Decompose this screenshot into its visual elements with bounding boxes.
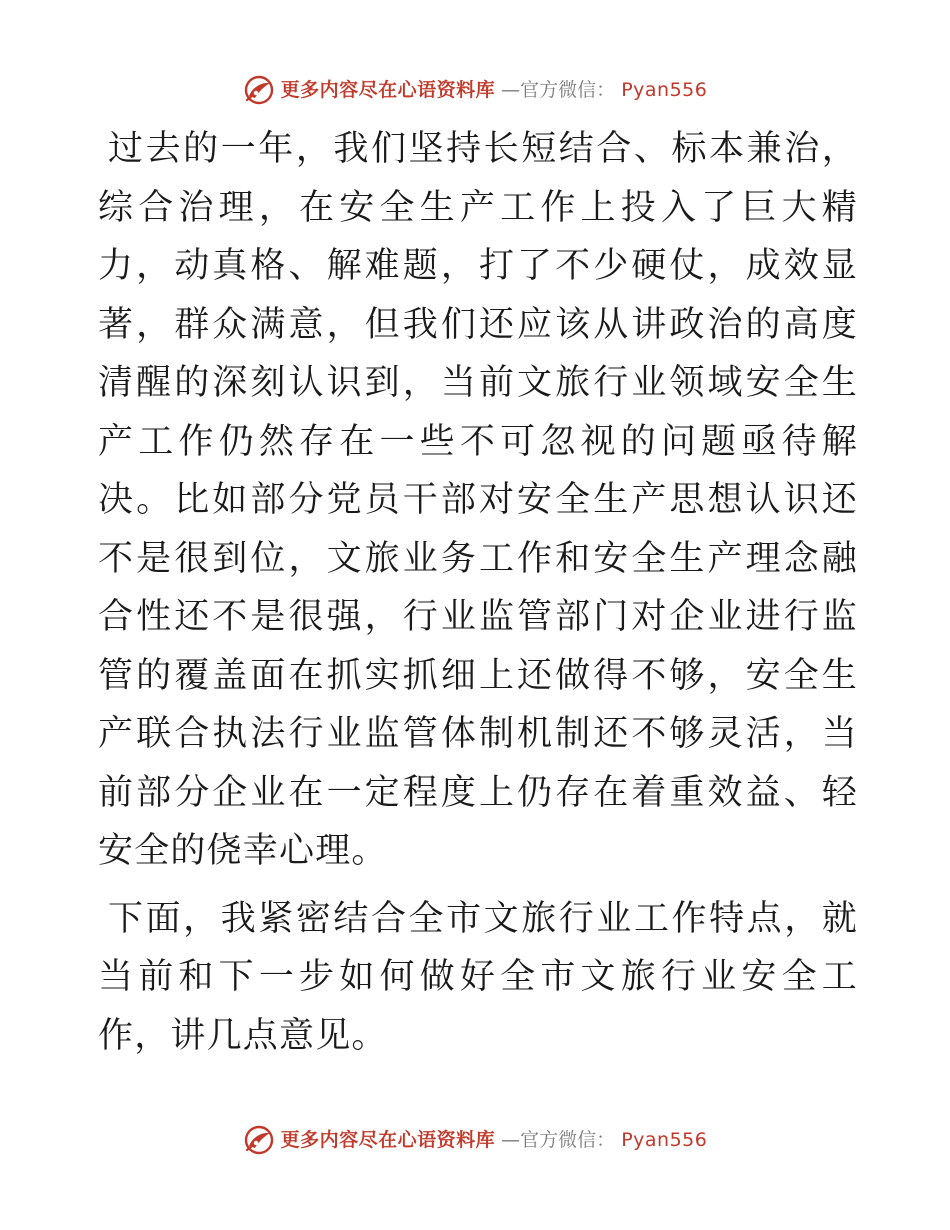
watermark-wechat-label: —官方微信：	[501, 78, 616, 101]
document-body	[98, 120, 858, 1065]
header-watermark	[0, 70, 950, 110]
footer-watermark	[0, 1120, 950, 1160]
watermark-site-name: 更多内容尽在心语资料库	[280, 78, 496, 101]
watermark-wechat-id: Pyan556	[621, 78, 708, 101]
pen-nib-seal-icon	[243, 1124, 275, 1156]
watermark-site-name: 更多内容尽在心语资料库	[280, 1128, 496, 1151]
paragraph-2: 下面，我紧密结合全市文旅行业工作特点，就当前和下一步如何做好全市文旅行业安全工作，讲几点意见。	[98, 898, 858, 1056]
watermark-wechat-id: Pyan556	[621, 1128, 708, 1151]
watermark-wechat-label: —官方微信：	[501, 1128, 616, 1151]
pen-nib-seal-icon	[243, 74, 275, 106]
paragraph-1: 过去的一年，我们坚持长短结合、标本兼治，综合治理，在安全生产工作上投入了巨大精力，动真格、解难题，打了不少硬仗，成效显著，群众满意，但我们还应该从讲政治的高度清醒的深刻认识到，当前文旅行业领域安全生产工作仍然存在一些不可忽视的问题亟待解决。比如部分党员干部对安全生产思想认识还不是很到位，文旅业务工作和安全生产理念融合性还不是很强，行业监管部门对企业进行监管的覆盖面在抓实抓细上还做得不够，安全生产联合执法行业监管体制机制还不够灵活，当前部分企业在一定程度上仍存在着重效益、轻安全的侥幸心理。	[98, 129, 858, 871]
